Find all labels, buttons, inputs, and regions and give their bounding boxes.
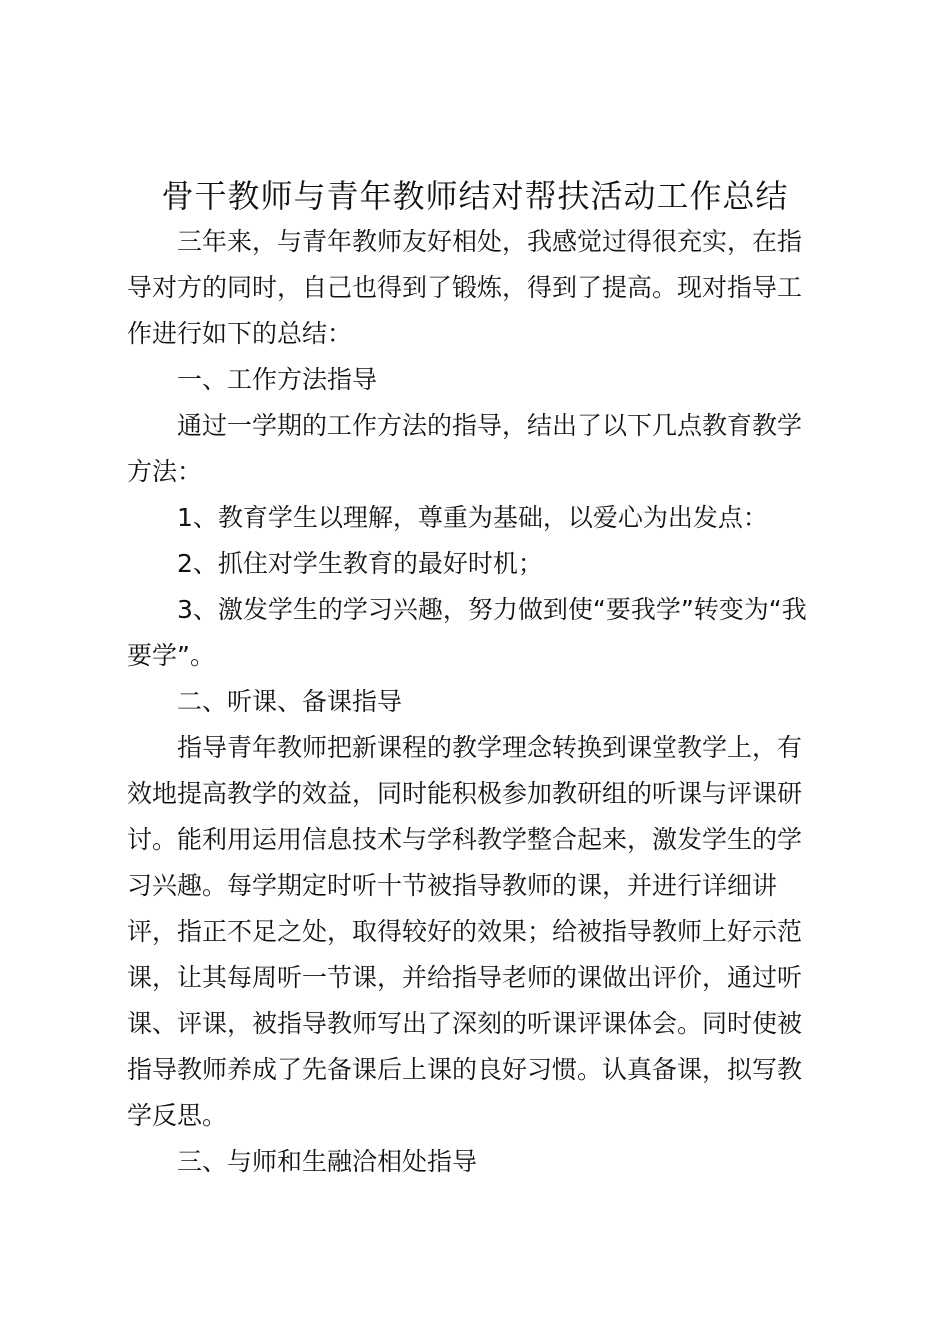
section2-line-4: 习兴趣。每学期定时听十节被指导教师的课，并进行详细讲 (127, 871, 778, 900)
section-heading-2: 二、听课、备课指导 (177, 687, 403, 716)
section1-line-2: 方法： (127, 457, 203, 486)
section1-line-1: 通过一学期的工作方法的指导，结出了以下几点教育教学 (177, 411, 803, 440)
list-item-2: 2、抓住对学生教育的最好时机； (177, 549, 543, 578)
section2-line-7: 课、评课，被指导教师写出了深刻的听课评课体会。同时使被 (127, 1009, 803, 1038)
section2-line-8: 指导教师养成了先备课后上课的良好习惯。认真备课，拟写教 (127, 1055, 803, 1084)
section-heading-1: 一、工作方法指导 (177, 365, 378, 394)
list-item-1: 1、教育学生以理解，尊重为基础，以爱心为出发点： (177, 503, 768, 532)
intro-line-2: 导对方的同时，自己也得到了锻炼，得到了提高。现对指导工 (127, 273, 803, 302)
list-item-3-cont: 要学”。 (127, 641, 215, 670)
section-heading-3: 三、与师和生融洽相处指导 (177, 1147, 478, 1176)
list-item-3: 3、激发学生的学习兴趣，努力做到使“要我学”转变为“我 (177, 595, 807, 624)
section2-line-5: 评，指正不足之处，取得较好的效果；给被指导教师上好示范 (127, 917, 803, 946)
intro-line-1: 三年来，与青年教师友好相处，我感觉过得很充实，在指 (177, 227, 803, 256)
section2-line-3: 讨。能利用运用信息技术与学科教学整合起来，激发学生的学 (127, 825, 803, 854)
intro-line-3: 作进行如下的总结： (127, 319, 353, 348)
section2-line-1: 指导青年教师把新课程的教学理念转换到课堂教学上，有 (177, 733, 803, 762)
section2-line-6: 课，让其每周听一节课，并给指导老师的课做出评价，通过听 (127, 963, 803, 992)
document-title: 骨干教师与青年教师结对帮扶活动工作总结 (161, 177, 789, 215)
section2-line-9: 学反思。 (127, 1101, 228, 1130)
section2-line-2: 效地提高教学的效益，同时能积极参加教研组的听课与评课研 (127, 779, 803, 808)
